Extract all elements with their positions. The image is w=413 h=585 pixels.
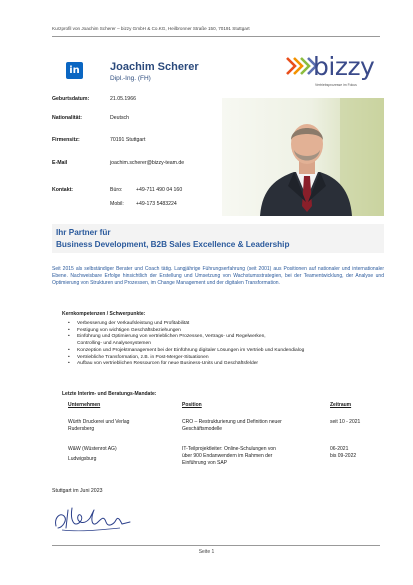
table-cell-position: CRO – Restrukturierung und Definition neuer	[182, 419, 282, 425]
page-number: Seite 1	[198, 549, 215, 555]
info-label: Nationalität:	[52, 115, 82, 121]
portrait-illustration	[222, 98, 384, 216]
linkedin-glyph: in	[69, 65, 80, 76]
header-divider	[52, 36, 380, 37]
linkedin-icon[interactable]	[66, 62, 83, 79]
list-item: • Aufbau von vertrieblichen Ressourcen für neue Business-Units und Geschäftsfelder	[68, 361, 388, 368]
competencies-title: Kernkompetenzen / Schwerpunkte:	[62, 311, 146, 317]
info-value: Deutsch	[110, 115, 130, 121]
list-item: • Vertriebliche Transformation, z.B. in Post-Merger-Situationen	[68, 355, 388, 362]
list-item: • Konzeption und Projektmanagement bei der Einführung digitaler Lösungen im Vertrieb und Kundendialog	[68, 348, 388, 355]
info-label: E-Mail	[52, 160, 68, 166]
table-cell-company: W&W (Wüstenrot AG)	[68, 446, 117, 452]
list-item: • Festigung von wichtigen Geschäftsbeziehungen	[68, 328, 388, 335]
table-cell-company: Würth Druckerei und Verlag	[68, 419, 130, 425]
info-value: 70191 Stuttgart	[110, 137, 146, 143]
table-cell-period: bis 09-2022	[330, 453, 357, 459]
portrait-photo	[222, 98, 384, 216]
signature-image	[50, 498, 134, 534]
table-cell-position: Geschäftsmodelle	[182, 426, 223, 432]
office-phone[interactable]: +49-711 490 04 160	[136, 187, 183, 193]
info-value: 21.05.1966	[110, 96, 136, 102]
logo-wordmark: bizzy	[313, 52, 375, 81]
list-item: • Einführung und Optimierung von vertrieblichen Prozessen, Vertrags- und Regelwerken,	[68, 334, 388, 341]
letterhead-text: Kurzprofil von Joachim Scherer – bizzy GmbH & Co.KG, Heilbronner Straße 150, 70191 Stuttgart	[52, 26, 250, 31]
table-cell-position: IT-Teilprojektleiter: Online-Schulungen von	[182, 446, 276, 452]
table-cell-company: Rudersberg	[68, 426, 95, 432]
footer-divider	[52, 545, 380, 546]
person-name: Joachim Scherer	[110, 61, 199, 73]
intro-paragraph: Seit 2015 als selbständiger Berater und Coach tätig. Langjährige Führungserfahrung (seit 2001) aus Positionen auf nationaler und internationaler Ebene. Nachweisbare Erfolge hinsichtlich der Erstellung und Umsetzung von Wachstumsstrategien, bei der Teamentwicklung, der Analyse und Optimierung von Strukturen und Prozessen, im Change Management und der digitalen Transformation.	[52, 266, 384, 286]
info-label: Geburtsdatum:	[52, 96, 90, 102]
mobile-label: Mobil:	[110, 201, 124, 207]
bizzy-logo	[285, 52, 380, 92]
email-link[interactable]: joachim.scherer@bizzy-team.de	[110, 160, 185, 166]
table-cell-period: seit 10 - 2021	[330, 419, 361, 425]
logo-tagline: Vertriebsprozesse im Fokus	[315, 83, 357, 87]
table-header-position: Position	[182, 402, 202, 408]
person-degree: Dipl.-Ing. (FH)	[110, 75, 151, 82]
mobile-phone[interactable]: +49-173 5483224	[136, 201, 177, 207]
list-item: • Verbesserung der Verkaufsleistung und Profitabilität	[68, 321, 388, 328]
place-date: Stuttgart im Juni 2023	[52, 488, 103, 494]
info-label: Firmensitz:	[52, 137, 80, 143]
mandates-title: Letzte Interim- und Beratungs-Mandate:	[62, 391, 157, 397]
table-header-period: Zeitraum	[330, 402, 352, 408]
headline-line-1: Ihr Partner für	[56, 228, 111, 237]
table-header-company: Unternehmen	[68, 402, 101, 408]
table-cell-period: 06-2021	[330, 446, 349, 452]
table-cell-position: Einführung von SAP	[182, 460, 228, 466]
list-item-continuation: Controlling- und Analysesystemen	[77, 341, 151, 347]
info-label: Kontakt:	[52, 187, 74, 193]
office-label: Büro:	[110, 187, 123, 193]
headline-line-2: Business Development, B2B Sales Excellence & Leadership	[56, 240, 290, 249]
competencies-list	[68, 321, 388, 368]
table-cell-position: über 900 Endanwendern im Rahmen der	[182, 453, 273, 459]
table-cell-company: Ludwigsburg	[68, 456, 97, 462]
